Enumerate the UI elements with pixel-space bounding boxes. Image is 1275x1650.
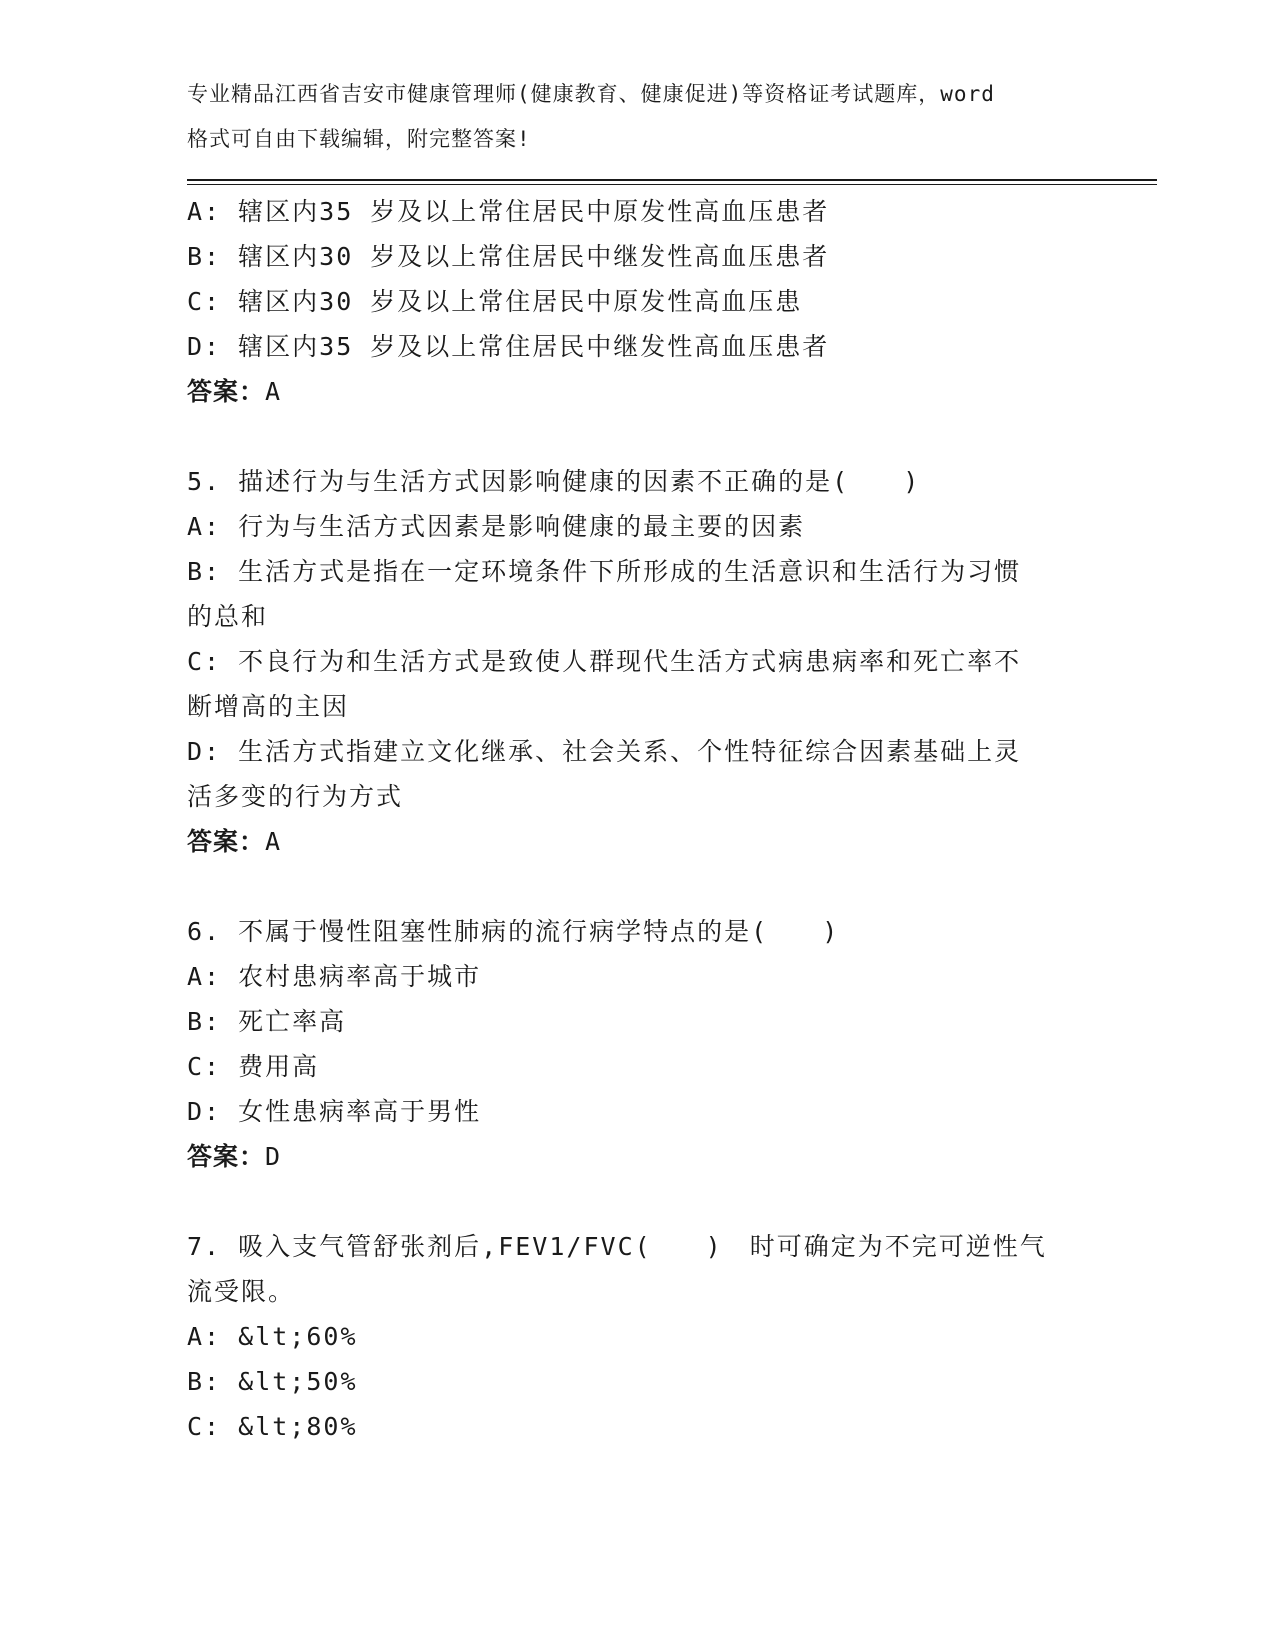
q6-option-c: C: 费用高	[187, 1052, 320, 1081]
q4-option-b: B: 辖区内30 岁及以上常住居民中继发性高血压患者	[187, 242, 830, 271]
header-line-2: 格式可自由下载编辑，附完整答案!	[187, 127, 531, 151]
q6-option-b: B: 死亡率高	[187, 1007, 347, 1036]
q4-option-c: C: 辖区内30 岁及以上常住居民中原发性高血压患	[187, 287, 803, 316]
q5-stem: 5. 描述行为与生活方式因影响健康的因素不正确的是( )	[187, 467, 921, 496]
q5-option-c-line-2: 断增高的主因	[187, 692, 350, 721]
q5-answer-label: 答案：	[187, 827, 266, 856]
question-7-block	[187, 1224, 1087, 1449]
q6-option-d: D: 女性患病率高于男性	[187, 1097, 482, 1126]
header-line-1: 专业精品江西省吉安市健康管理师(健康教育、健康促进)等资格证考试题库，word	[187, 82, 995, 106]
q6-answer	[187, 1134, 1087, 1179]
question-list	[187, 189, 1087, 1449]
spacer	[187, 864, 1087, 909]
q5-answer-value: A	[265, 827, 282, 856]
q5-option-d-line-2: 活多变的行为方式	[187, 782, 404, 811]
spacer	[187, 414, 1087, 459]
q4-answer-value: A	[265, 377, 282, 406]
q6-option-a: A: 农村患病率高于城市	[187, 962, 482, 991]
q5-answer	[187, 819, 1087, 864]
spacer	[187, 1179, 1087, 1224]
question-6-block	[187, 909, 1087, 1179]
q7-stem-line-2: 流受限。	[187, 1277, 296, 1306]
q4-option-d: D: 辖区内35 岁及以上常住居民中继发性高血压患者	[187, 332, 830, 361]
question-5-block	[187, 459, 1087, 864]
q5-option-c-line-1: C: 不良行为和生活方式是致使人群现代生活方式病患病率和死亡率不	[187, 647, 1022, 676]
q7-stem-line-1: 7. 吸入支气管舒张剂后,FEV1/FVC( ) 时可确定为不完可逆性气	[187, 1232, 1047, 1261]
q7-option-c: C: &lt;80%	[187, 1412, 358, 1441]
header-rule-thick	[187, 179, 1157, 181]
q6-answer-value: D	[265, 1142, 282, 1171]
q4-answer	[187, 369, 1087, 414]
q7-option-b: B: &lt;50%	[187, 1367, 358, 1396]
q5-option-b-line-2: 的总和	[187, 602, 269, 631]
header-rule-thin	[187, 184, 1157, 185]
question-4-block	[187, 189, 1087, 414]
document-header	[187, 72, 1087, 162]
q6-stem: 6. 不属于慢性阻塞性肺病的流行病学特点的是( )	[187, 917, 840, 946]
q7-option-a: A: &lt;60%	[187, 1322, 358, 1351]
q5-option-b-line-1: B: 生活方式是指在一定环境条件下所形成的生活意识和生活行为习惯	[187, 557, 1022, 586]
q6-answer-label: 答案：	[187, 1142, 266, 1171]
q4-answer-label: 答案：	[187, 377, 266, 406]
q5-option-d-line-1: D: 生活方式指建立文化继承、社会关系、个性特征综合因素基础上灵	[187, 737, 1022, 766]
q4-option-a: A: 辖区内35 岁及以上常住居民中原发性高血压患者	[187, 197, 830, 226]
q5-option-a: A: 行为与生活方式因素是影响健康的最主要的因素	[187, 512, 806, 541]
